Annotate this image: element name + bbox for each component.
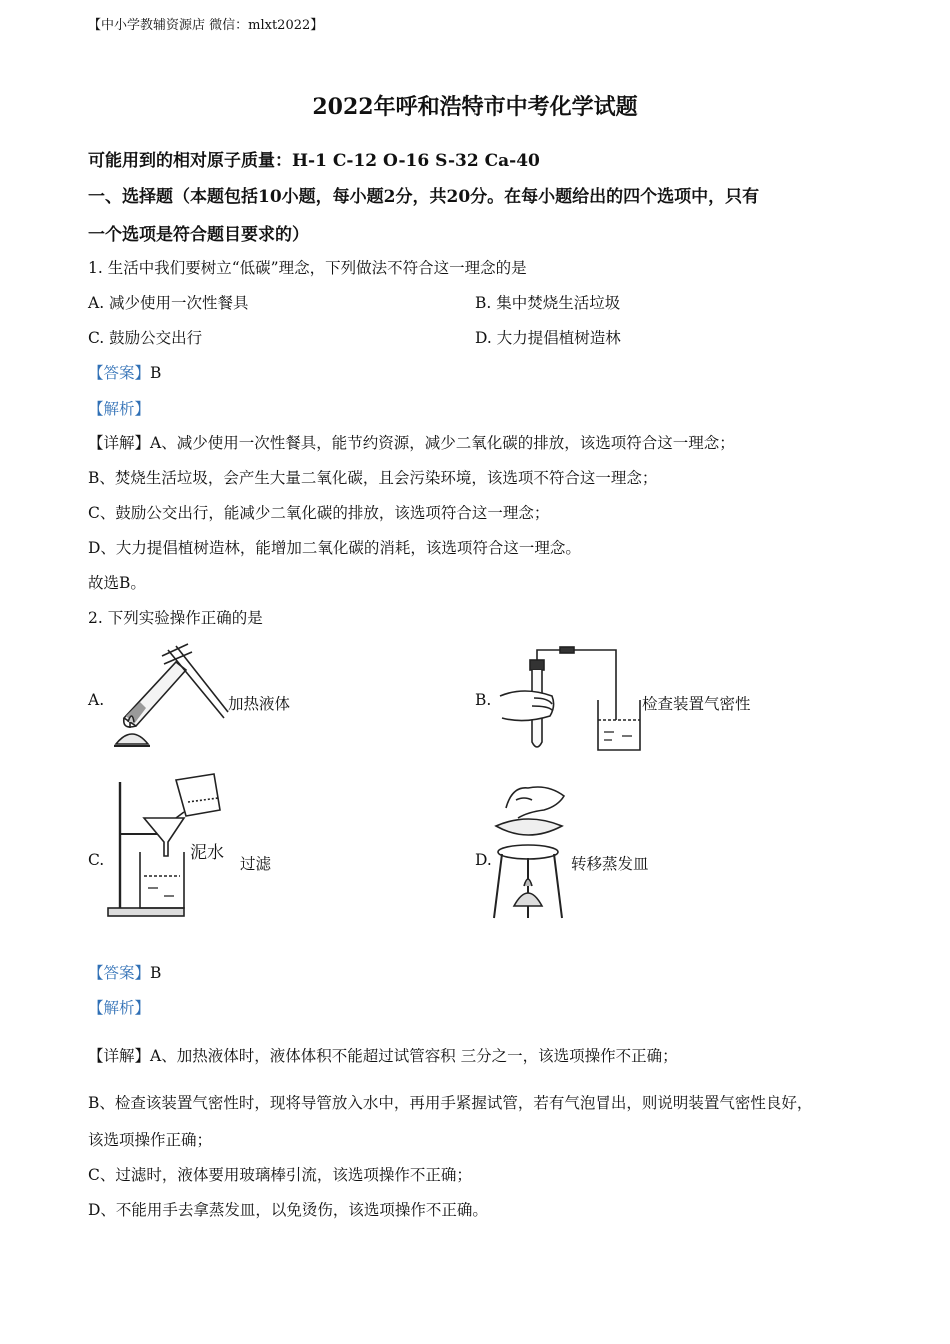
q2-option-d-label: D. [475, 851, 492, 869]
q2-option-a-label: A. [88, 691, 105, 709]
q1-option-b: B. 集中焚烧生活垃圾 [475, 294, 621, 312]
q1-detail-line-1: B、焚烧生活垃圾，会产生大量二氧化碳，且会污染环境，该选项不符合这一理念； [88, 469, 658, 487]
q1-stem: 1. 生活中我们要树立“低碳”理念，下列做法不符合这一理念的是 [88, 259, 527, 277]
q2-option-d-caption: 转移蒸发皿 [571, 855, 649, 873]
section-heading-line1: 一、选择题（本题包括10小题，每小题2分，共20分。在每小题给出的四个选项中，只有 [88, 187, 760, 207]
page-header: 【中小学教辅资源店 微信：mlxt2022】 [88, 18, 324, 33]
q2-option-b-label: B. [475, 691, 492, 709]
q2-option-c-caption: 过滤 [240, 855, 272, 873]
section-heading-line2: 一个选项是符合题目要求的） [88, 225, 309, 245]
q1-answer [88, 361, 161, 383]
q1-analysis-tag: 【解析】 [88, 400, 151, 418]
q2-analysis-tag: 【解析】 [88, 999, 151, 1017]
q1-detail-line-2: C、鼓励公交出行，能减少二氧化碳的排放，该选项符合这一理念； [88, 504, 550, 522]
q1-answer-tag: 【答案】 [88, 364, 151, 382]
evaporating-dish-figure [488, 782, 568, 922]
q2-detail-tag: 【详解】 [88, 1047, 151, 1065]
q1-detail-line-0: 【详解】A、减少使用一次性餐具，能节约资源，减少二氧化碳的排放，该选项符合这一理念； [88, 434, 735, 452]
q2-detail-line-2: 该选项操作正确； [88, 1131, 213, 1149]
q1-option-c: C. 鼓励公交出行 [88, 329, 203, 347]
muddy-water-label: 泥水 [190, 843, 224, 863]
q2-option-c-label: C. [88, 851, 105, 869]
q1-detail-line-3: D、大力提倡植树造林，能增加二氧化碳的消耗，该选项符合这一理念。 [88, 539, 581, 557]
q2-option-b-caption: 检查装置气密性 [642, 695, 751, 713]
q2-answer-value: B [150, 964, 162, 982]
q2-detail-line-3: C、过滤时，液体要用玻璃棒引流，该选项操作不正确； [88, 1166, 472, 1184]
page-title: 2022年呼和浩特市中考化学试题 [312, 94, 638, 120]
atomic-masses: 可能用到的相对原子质量：H-1 C-12 O-16 S-32 Ca-40 [88, 151, 540, 171]
q2-stem: 2. 下列实验操作正确的是 [88, 609, 263, 627]
q2-answer-tag: 【答案】 [88, 964, 151, 982]
q1-option-d: D. 大力提倡植树造林 [475, 329, 621, 347]
q2-detail-line-0: 【详解】A、加热液体时，液体体积不能超过试管容积 三分之一，该选项操作不正确； [88, 1047, 678, 1065]
q2-detail-line-1: B、检查该装置气密性时，现将导管放入水中，再用手紧握试管，若有气泡冒出，则说明装置气密性良好， [88, 1094, 813, 1112]
q1-option-a: A. 减少使用一次性餐具 [88, 294, 249, 312]
q2-detail-line-4: D、不能用手去拿蒸发皿，以免烫伤，该选项操作不正确。 [88, 1201, 488, 1219]
q1-answer-value: B [150, 364, 162, 382]
q2-answer [88, 961, 161, 983]
heating-liquid-figure [106, 640, 230, 752]
q2-option-a-caption: 加热液体 [228, 695, 291, 713]
q1-detail-tag: 【详解】 [88, 434, 151, 452]
q1-detail-line-4: 故选B。 [88, 574, 146, 592]
airtightness-check-figure [494, 646, 644, 758]
